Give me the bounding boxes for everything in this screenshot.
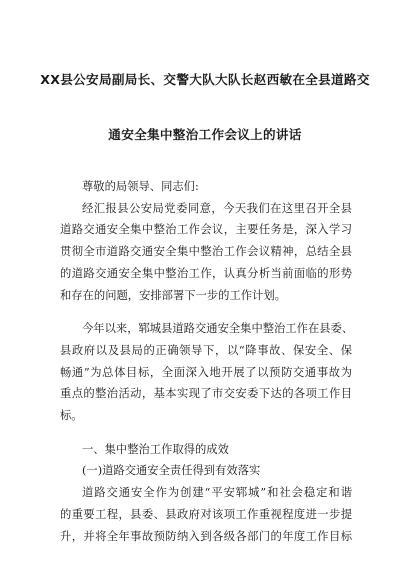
paragraph-gap bbox=[60, 306, 352, 318]
paragraph-2-line-5: 标。 bbox=[60, 409, 83, 423]
paragraph-2-line-3: 畅通”为总体目标，全面深入地开展了以预防交通事故为 bbox=[60, 365, 352, 379]
paragraph-3-line-1: 道路交通安全作为创建“平安郓城”和社会稳定和谐 bbox=[82, 486, 352, 500]
paragraph-3-line-3: 升，并将全年事故预防纳入到各级各部门的年度工作目标 bbox=[60, 529, 352, 543]
paragraph-2-line-1: 今年以来，郓城县道路交通安全集中整治工作在县委、 bbox=[82, 322, 354, 336]
paragraph-2-line-4: 重点的整治活动，基本实现了市交安委下达的各项工作目 bbox=[60, 387, 352, 401]
paragraph-3-line-2: 的重要工程，县委、县政府对该项工作重视程度进一步提 bbox=[60, 507, 352, 521]
paragraph-1-line-5: 和存在的问题，安排部署下一步的工作计划。 bbox=[60, 288, 286, 302]
section-heading-1: 一、集中整治工作取得的成效 bbox=[82, 442, 229, 456]
paragraph-2-line-2: 县政府以及县局的正确领导下，以“降事故、保安全、保 bbox=[60, 343, 352, 357]
document-title-line-2: 通安全集中整治工作会议上的讲话 bbox=[108, 127, 302, 142]
document-title-line-1: XX县公安局副局长、交警大队大队长赵西敏在全县道路交 bbox=[40, 72, 370, 87]
document-body bbox=[60, 176, 352, 547]
paragraph-1-line-4: 的道路交通安全集中整治工作，认真分析当前面临的形势 bbox=[60, 266, 352, 280]
paragraph-1-line-2: 道路交通安全集中整治工作会议，主要任务是，深入学习 bbox=[60, 223, 352, 237]
subsection-heading-1: (一)道路交通安全责任得到有效落实 bbox=[82, 464, 261, 478]
paragraph-1-line-1: 经汇报县公安局党委同意，今天我们在这里召开全县 bbox=[82, 201, 352, 215]
paragraph-gap bbox=[60, 427, 352, 439]
paragraph-1-line-3: 贯彻全市道路交通安全集中整治工作会议精神，总结全县 bbox=[60, 245, 352, 259]
salutation: 尊敬的局领导、同志们: bbox=[82, 180, 199, 193]
